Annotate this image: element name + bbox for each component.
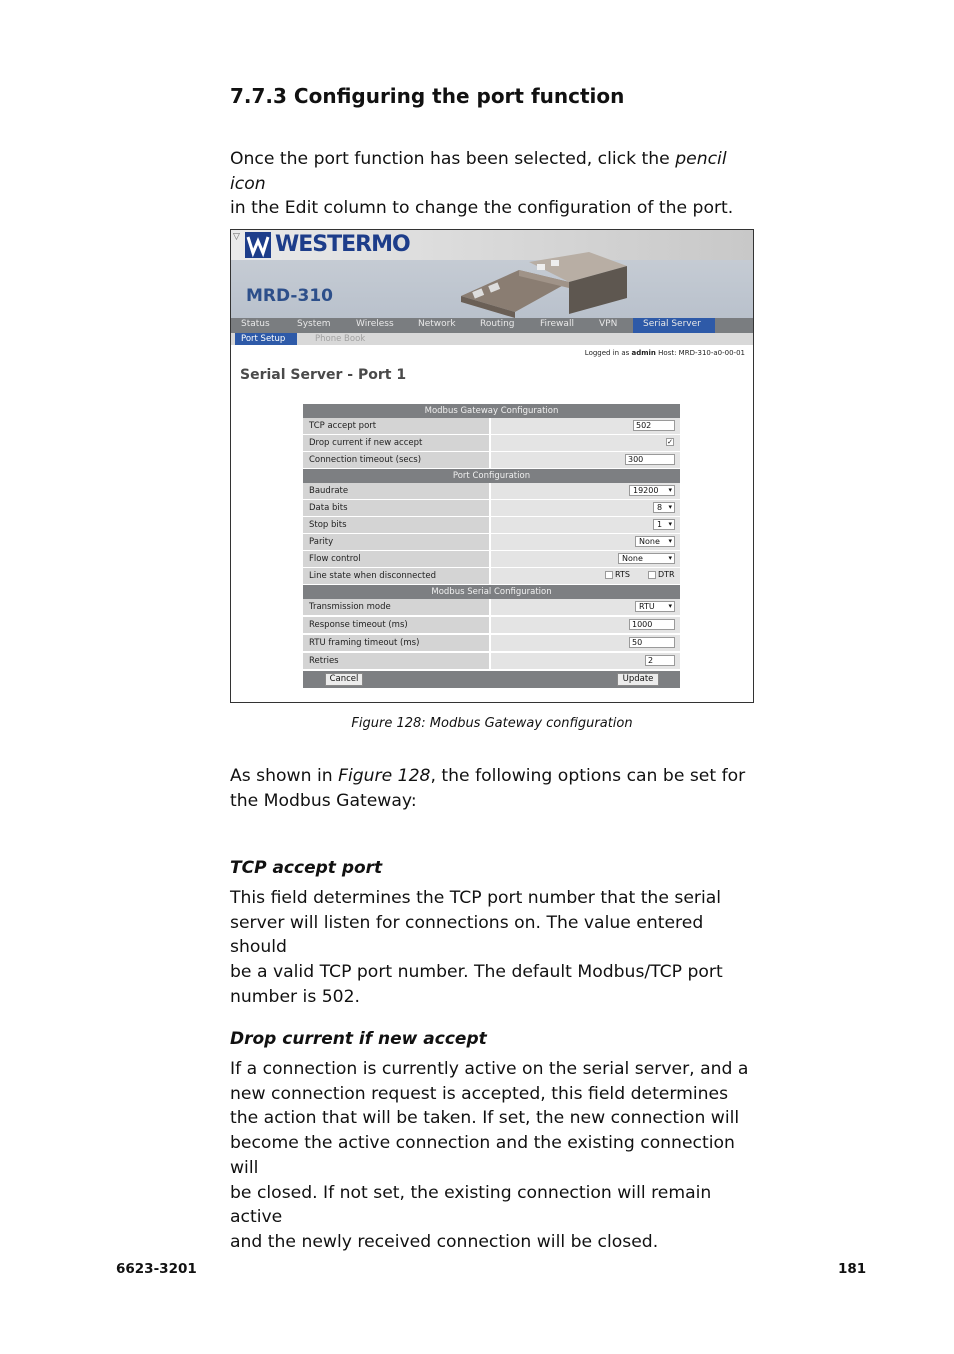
row-label: Transmission mode bbox=[303, 599, 489, 615]
chevron-down-icon: ▾ bbox=[668, 520, 672, 528]
drop-current-heading: Drop current if new accept bbox=[230, 1029, 487, 1049]
tcp-port-input[interactable]: 502 bbox=[633, 420, 675, 431]
dtr-label: DTR bbox=[658, 570, 675, 579]
subnav-item-port-setup[interactable]: Port Setup bbox=[241, 334, 286, 344]
nav-item-status[interactable]: Status bbox=[241, 319, 270, 329]
shown-paragraph bbox=[230, 764, 760, 813]
section-header-port: Port Configuration bbox=[303, 469, 680, 483]
chevron-down-icon: ▾ bbox=[668, 503, 672, 511]
login-info bbox=[585, 349, 745, 357]
table-row bbox=[303, 452, 680, 469]
dtr-checkbox[interactable] bbox=[648, 571, 656, 579]
section-header-gateway: Modbus Gateway Configuration bbox=[303, 404, 680, 418]
row-label: Drop current if new accept bbox=[303, 435, 489, 451]
table-row bbox=[303, 418, 680, 435]
rts-label: RTS bbox=[615, 570, 630, 579]
row-label: Line state when disconnected bbox=[303, 568, 489, 584]
nav-item-vpn[interactable]: VPN bbox=[599, 319, 618, 329]
sub-nav bbox=[231, 333, 753, 345]
intro-text-2: in the Edit column to change the configuration of the port. bbox=[230, 198, 734, 219]
shown-text-1: As shown in bbox=[230, 766, 339, 786]
main-nav bbox=[231, 318, 753, 333]
table-row bbox=[303, 551, 680, 568]
parity-value: None bbox=[639, 537, 660, 546]
nav-item-wireless[interactable]: Wireless bbox=[356, 319, 394, 329]
figure-reference: Figure 128 bbox=[338, 766, 431, 786]
text-line: become the active connection and the existing connection will bbox=[230, 1133, 735, 1178]
row-label: Baudrate bbox=[303, 483, 489, 499]
text-line: and the newly received connection will be closed. bbox=[230, 1231, 659, 1252]
small-logo-icon: ▽ bbox=[233, 232, 240, 242]
drop-current-paragraph bbox=[230, 1057, 760, 1255]
connection-timeout-input[interactable]: 300 bbox=[625, 454, 675, 465]
cancel-button[interactable]: Cancel bbox=[325, 673, 363, 686]
table-row bbox=[303, 435, 680, 452]
data-bits-select[interactable] bbox=[653, 502, 675, 513]
data-bits-value: 8 bbox=[657, 503, 663, 512]
logo-text: WESTERMO bbox=[275, 232, 410, 257]
figure-screenshot bbox=[230, 229, 754, 703]
chevron-down-icon: ▾ bbox=[668, 554, 672, 562]
nav-item-routing[interactable]: Routing bbox=[480, 319, 515, 329]
parity-select[interactable] bbox=[635, 536, 675, 547]
chevron-down-icon: ▾ bbox=[668, 537, 672, 545]
row-label: TCP accept port bbox=[303, 418, 489, 434]
row-label: Retries bbox=[303, 653, 489, 669]
page-title: Serial Server - Port 1 bbox=[240, 367, 407, 383]
retries-input[interactable]: 2 bbox=[645, 655, 675, 666]
row-label: Flow control bbox=[303, 551, 489, 567]
table-row bbox=[303, 599, 680, 617]
row-label: Parity bbox=[303, 534, 489, 550]
nav-item-system[interactable]: System bbox=[297, 319, 331, 329]
router-image-icon bbox=[459, 252, 629, 318]
section-header-serial: Modbus Serial Configuration bbox=[303, 585, 680, 599]
text-line: be a valid TCP port number. The default Modbus/TCP port bbox=[230, 962, 723, 983]
row-label: Response timeout (ms) bbox=[303, 617, 489, 633]
table-row bbox=[303, 635, 680, 653]
row-label: Data bits bbox=[303, 500, 489, 516]
table-row bbox=[303, 568, 680, 585]
stop-bits-select[interactable] bbox=[653, 519, 675, 530]
config-table bbox=[303, 404, 680, 688]
row-label: Stop bits bbox=[303, 517, 489, 533]
tcp-accept-heading: TCP accept port bbox=[230, 858, 383, 878]
text-line: new connection request is accepted, this field determines bbox=[230, 1083, 729, 1104]
intro-emphasis: pencil icon bbox=[230, 149, 727, 194]
intro-text-1: Once the port function has been selected, click the bbox=[230, 149, 676, 169]
update-button[interactable]: Update bbox=[617, 673, 659, 686]
drop-current-checkbox[interactable]: ✓ bbox=[667, 438, 673, 446]
table-row bbox=[303, 617, 680, 635]
intro-paragraph bbox=[230, 147, 760, 221]
login-prefix: Logged in as bbox=[584, 349, 630, 357]
table-row bbox=[303, 483, 680, 500]
table-row bbox=[303, 534, 680, 551]
rts-checkbox[interactable] bbox=[605, 571, 613, 579]
figure-caption: Figure 128: Modbus Gateway configuration bbox=[351, 716, 633, 731]
row-label: Connection timeout (secs) bbox=[303, 452, 489, 468]
shown-text-2: , the following options can be set for bbox=[430, 766, 746, 786]
baudrate-select[interactable] bbox=[629, 485, 675, 496]
nav-item-network[interactable]: Network bbox=[418, 319, 456, 329]
login-user: admin bbox=[631, 349, 656, 357]
table-row bbox=[303, 500, 680, 517]
chevron-down-icon: ▾ bbox=[668, 602, 672, 610]
nav-item-serial-server[interactable]: Serial Server bbox=[643, 319, 701, 329]
text-line: be closed. If not set, the existing connection will remain active bbox=[230, 1182, 712, 1228]
device-model: MRD-310 bbox=[246, 286, 333, 306]
text-line: number is 502. bbox=[230, 986, 361, 1007]
table-row bbox=[303, 517, 680, 534]
section-heading: 7.7.3 Configuring the port function bbox=[230, 84, 625, 108]
doc-number: 6623-3201 bbox=[116, 1261, 197, 1277]
flow-control-value: None bbox=[622, 554, 643, 563]
subnav-item-phone-book[interactable]: Phone Book bbox=[315, 334, 366, 344]
transmission-mode-value: RTU bbox=[639, 602, 655, 611]
tcp-accept-paragraph bbox=[230, 886, 760, 1010]
rtu-framing-timeout-input[interactable]: 50 bbox=[629, 637, 675, 648]
chevron-down-icon: ▾ bbox=[668, 486, 672, 494]
nav-item-firewall[interactable]: Firewall bbox=[540, 319, 574, 329]
banner bbox=[231, 230, 753, 318]
row-label: RTU framing timeout (ms) bbox=[303, 635, 489, 651]
westermo-logo-icon bbox=[245, 232, 271, 258]
text-line: If a connection is currently active on the serial server, and a bbox=[230, 1059, 749, 1079]
login-host: Host: MRD-310-a0-00-01 bbox=[658, 349, 745, 357]
text-line: server will listen for connections on. The value entered should bbox=[230, 912, 704, 958]
page-number: 181 bbox=[838, 1261, 867, 1277]
shown-text-3: the Modbus Gateway: bbox=[230, 790, 417, 811]
flow-control-select[interactable] bbox=[618, 553, 675, 564]
baudrate-value: 19200 bbox=[633, 486, 659, 495]
stop-bits-value: 1 bbox=[657, 520, 663, 529]
button-bar bbox=[303, 671, 680, 688]
text-line: the action that will be taken. If set, the new connection will bbox=[230, 1108, 740, 1129]
table-row bbox=[303, 653, 680, 671]
response-timeout-input[interactable]: 1000 bbox=[629, 619, 675, 630]
text-line: This field determines the TCP port number that the serial bbox=[230, 888, 722, 908]
transmission-mode-select[interactable] bbox=[635, 601, 675, 612]
